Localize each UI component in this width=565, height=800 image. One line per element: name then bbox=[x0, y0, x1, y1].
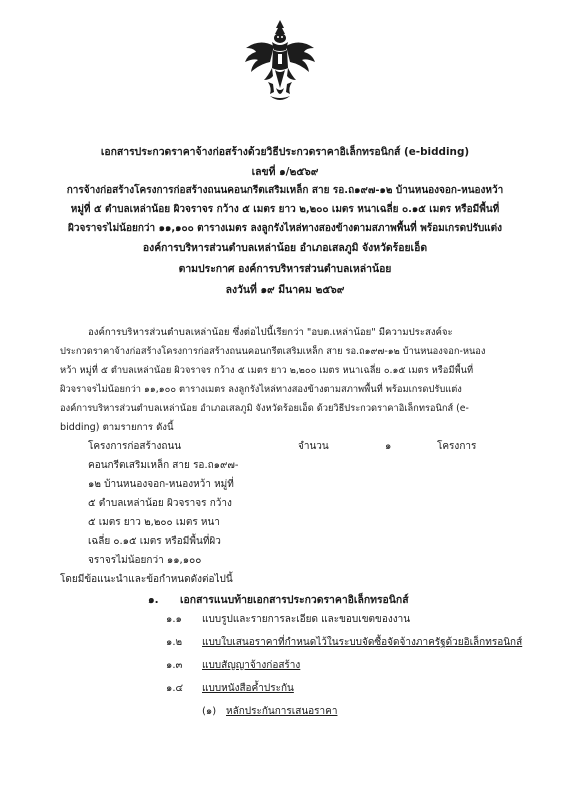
project-name-line: ๑๒ บ้านหนองจอก-หนองหว้า หมู่ที่ bbox=[88, 479, 234, 490]
paragraph-line: หว้า หมู่ที่ ๕ ตำบลเหล่าน้อย ผิวจราจร กว้าง ๕ เมตร ยาว ๒,๒๐๐ เมตร หนาเฉลี่ย ๐.๑๕ เมตร หรือมีพื้นที่ bbox=[60, 365, 474, 376]
project-name-line: เฉลี่ย ๐.๑๕ เมตร หรือมีพื้นที่ผิว bbox=[88, 536, 221, 547]
item-text: แบบรูปและรายการละเอียด และขอบเขตของงาน bbox=[202, 614, 411, 625]
item-number: ๑.๓ bbox=[166, 660, 183, 671]
garuda-emblem-icon bbox=[242, 18, 318, 106]
item-number: ๑.๔ bbox=[166, 683, 184, 694]
subject-line: การจ้างก่อสร้างโครงการก่อสร้างถนนคอนกรีตเสริมเหล็ก สาย รอ.ถ๑๙๗-๑๒ บ้านหนองจอก-หนองหว้า bbox=[66, 185, 504, 196]
guidance-line: โดยมีข้อแนะนำและข้อกำหนดดังต่อไปนี้ bbox=[60, 574, 233, 585]
item-text: แบบหนังสือค้ำประกัน bbox=[202, 683, 294, 694]
project-name-line: จราจรไม่น้อยกว่า ๑๑,๑๐๐ bbox=[88, 555, 202, 566]
document-number: เลขที่ ๑/๒๕๖๙ bbox=[251, 166, 319, 178]
paragraph-line: องค์การบริหารส่วนตำบลเหล่าน้อย อำเภอเสลภูมิ จังหวัดร้อยเอ็ด ด้วยวิธีประกวดราคาอิเล็กทรอนิกส์ (e- bbox=[60, 403, 469, 414]
paragraph-line: ประกวดราคาจ้างก่อสร้างโครงการก่อสร้างถนนคอนกรีตเสริมเหล็ก สาย รอ.ถ๑๙๗-๑๒ บ้านหนองจอก-หนอง bbox=[60, 346, 486, 357]
quantity-value: ๑ bbox=[385, 441, 392, 452]
project-name-line: ๕ เมตร ยาว ๒,๒๐๐ เมตร หนา bbox=[88, 517, 220, 528]
paragraph-line: ผิวจราจรไม่น้อยกว่า ๑๑,๑๐๐ ตารางเมตร ลงลูกรังไหล่ทางสองข้างตามสภาพพื้นที่ พร้อมเกรดปรับแต่ง bbox=[60, 384, 462, 395]
item-number: ๑.๒ bbox=[166, 637, 183, 648]
paragraph-line: bidding) ตามรายการ ดังนี้ bbox=[60, 422, 174, 433]
paragraph-line: องค์การบริหารส่วนตำบลเหล่าน้อย ซึ่งต่อไปนี้เรียกว่า "อบต.เหล่าน้อย" มีความประสงค์จะ bbox=[88, 327, 453, 338]
item-text: แบบสัญญาจ้างก่อสร้าง bbox=[202, 660, 301, 671]
subject-line: องค์การบริหารส่วนตำบลเหล่าน้อย อำเภอเสลภูมิ จังหวัดร้อยเอ็ด bbox=[142, 242, 428, 254]
project-name-line: โครงการก่อสร้างถนน bbox=[88, 441, 182, 452]
project-name-line: คอนกรีตเสริมเหล็ก สาย รอ.ถ๑๙๗- bbox=[88, 460, 239, 471]
sub-item-text: หลักประกันการเสนอราคา bbox=[226, 706, 338, 717]
sub-item-number: (๑) bbox=[202, 706, 217, 717]
subject-line: หมู่ที่ ๕ ตำบลเหล่าน้อย ผิวจราจร กว้าง ๕ เมตร ยาว ๒,๒๐๐ เมตร หนาเฉลี่ย ๐.๑๕ เมตร หรือมีพื้นที่ bbox=[70, 204, 500, 215]
quantity-label: จำนวน bbox=[298, 441, 329, 452]
section-number: ๑. bbox=[148, 594, 159, 606]
project-name-line: ๕ ตำบลเหล่าน้อย ผิวจราจร กว้าง bbox=[88, 498, 232, 509]
announcement-line: ตามประกาศ องค์การบริหารส่วนตำบลเหล่าน้อย bbox=[178, 263, 392, 275]
document-title: เอกสารประกวดราคาจ้างก่อสร้างด้วยวิธีประกวดราคาอิเล็กทรอนิกส์ (e-bidding) bbox=[100, 146, 470, 158]
document-date: ลงวันที่ ๑๙ มีนาคม ๒๕๖๙ bbox=[225, 284, 345, 296]
subject-line: ผิวจราจรไม่น้อยกว่า ๑๑,๑๐๐ ตารางเมตร ลงลูกรังไหล่ทางสองข้างตามสภาพพื้นที่ พร้อมเกรดปรับแต่ง bbox=[67, 223, 502, 234]
item-number: ๑.๑ bbox=[166, 614, 182, 625]
section-title: เอกสารแนบท้ายเอกสารประกวดราคาอิเล็กทรอนิกส์ bbox=[180, 594, 409, 606]
unit-label: โครงการ bbox=[437, 441, 477, 452]
item-text: แบบใบเสนอราคาที่กำหนดไว้ในระบบจัดซื้อจัดจ้างภาครัฐด้วยอิเล็กทรอนิกส์ bbox=[202, 637, 523, 648]
